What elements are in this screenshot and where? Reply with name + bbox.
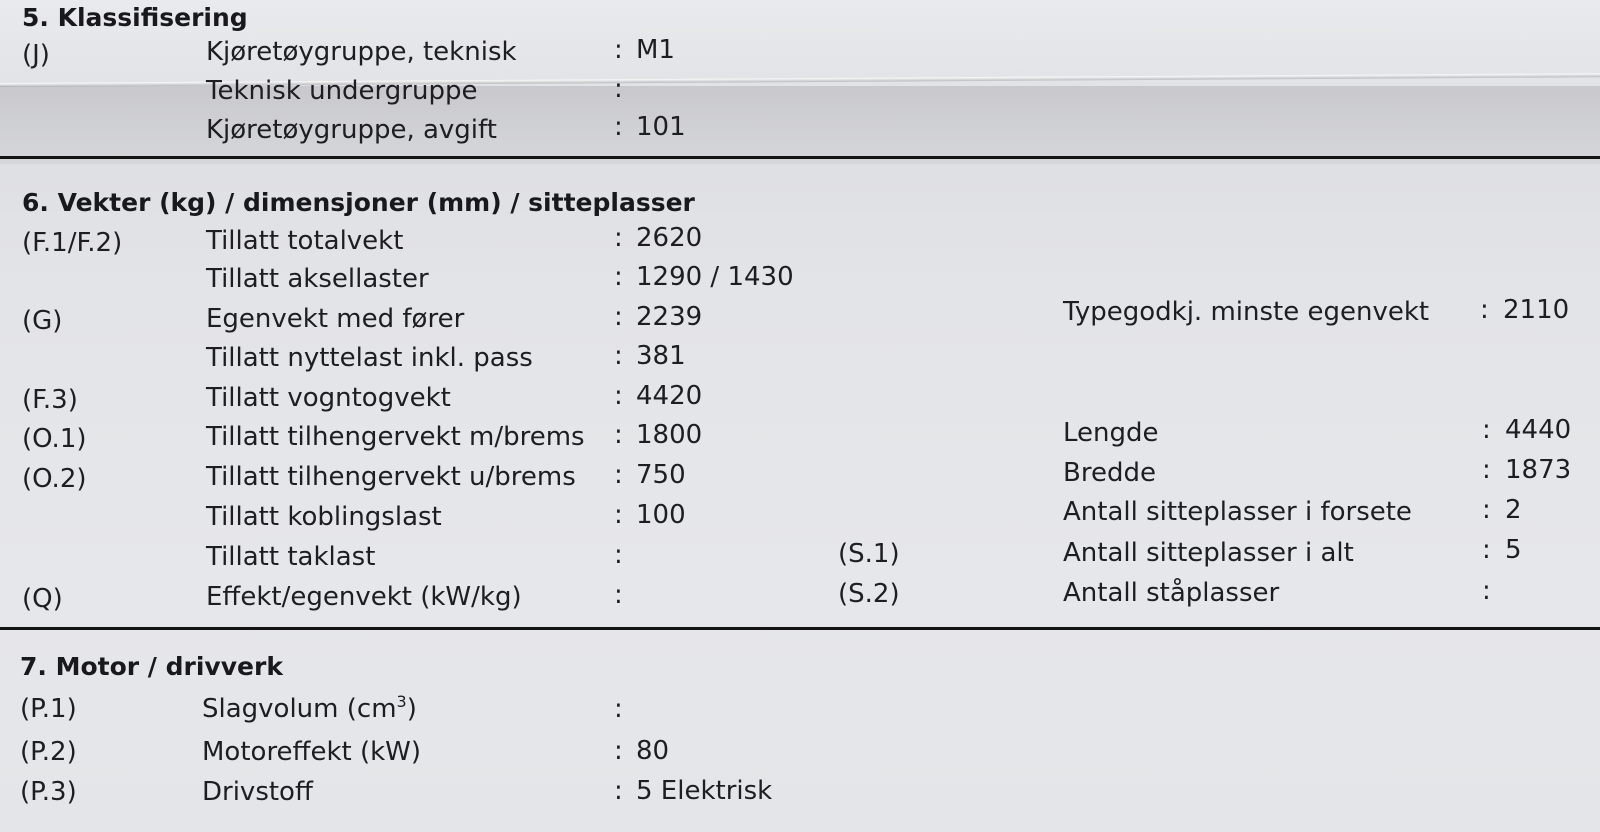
s6-left-row-1-code: (F.1/F.2) <box>22 228 123 258</box>
s6-left-row-3-label: Egenvekt med fører <box>206 304 465 334</box>
s6-right-row-3-colon: : <box>1482 455 1491 485</box>
s7-row-3-value: 5 Elektrisk <box>636 776 773 806</box>
s6-left-row-7-label: Tillatt tilhengervekt u/brems <box>206 462 576 492</box>
s6-right-row-3-value: 1873 <box>1505 455 1572 485</box>
s6-left-row-3-colon: : <box>614 302 623 332</box>
s6-left-row-9-label: Tillatt taklast <box>206 542 376 572</box>
s6-left-row-2-colon: : <box>614 262 623 292</box>
section-7-title: 7. Motor / drivverk <box>20 652 283 681</box>
s6-left-row-4-colon: : <box>614 341 623 371</box>
s7-row-3-label: Drivstoff <box>202 777 313 807</box>
s6-right-row-6-label: Antall ståplasser <box>1063 578 1280 608</box>
s6-left-row-8-colon: : <box>614 500 623 530</box>
s6-right-row-2-value: 4440 <box>1505 415 1572 445</box>
s6-right-row-3-label: Bredde <box>1063 458 1156 488</box>
s6-left-row-4-value: 381 <box>636 341 686 371</box>
section-5-title: 5. Klassifisering <box>22 3 248 32</box>
section-divider-5-6 <box>0 156 1600 159</box>
s6-left-row-10-colon: : <box>614 580 623 610</box>
s5-row-3-value: 101 <box>636 112 686 142</box>
s6-right-row-4-label: Antall sitteplasser i forsete <box>1063 497 1412 527</box>
s7-row-1-label-wrap <box>202 694 417 724</box>
s6-left-row-6-colon: : <box>614 420 623 450</box>
s7-row-2-code: (P.2) <box>20 737 77 767</box>
s7-row-3-code: (P.3) <box>20 777 77 807</box>
s6-right-row-2-label: Lengde <box>1063 418 1159 448</box>
s5-row-1-value: M1 <box>636 35 675 65</box>
s7-row-1-code: (P.1) <box>20 694 77 724</box>
s6-right-row-5-value: 5 <box>1505 535 1522 565</box>
s6-left-row-7-colon: : <box>614 460 623 490</box>
s6-left-row-8-label: Tillatt koblingslast <box>206 502 442 532</box>
s6-left-row-5-colon: : <box>614 381 623 411</box>
s6-right-row-4-value: 2 <box>1505 495 1522 525</box>
s5-row-2-label: Teknisk undergruppe <box>206 76 478 106</box>
s6-right-row-4-colon: : <box>1482 495 1491 525</box>
s6-right-row-1-label: Typegodkj. minste egenvekt <box>1063 297 1430 327</box>
s6-left-row-7-code: (O.2) <box>22 464 87 494</box>
s7-row-1-label-superscript: 3 <box>396 692 407 711</box>
s6-left-row-6-value: 1800 <box>636 420 703 450</box>
s6-left-row-5-value: 4420 <box>636 381 703 411</box>
s7-row-1-colon: : <box>614 694 623 724</box>
s6-left-row-10-label: Effekt/egenvekt (kW/kg) <box>206 582 522 612</box>
s7-row-2-value: 80 <box>636 736 670 766</box>
s6-left-row-5-label: Tillatt vogntogvekt <box>206 383 451 413</box>
s7-row-2-label: Motoreffekt (kW) <box>202 737 422 767</box>
s6-left-row-8-value: 100 <box>636 500 686 530</box>
s6-left-row-3-value: 2239 <box>636 302 703 332</box>
s6-left-row-3-code: (G) <box>22 306 63 336</box>
s6-left-row-1-colon: : <box>614 223 623 253</box>
s6-right-row-5-code: (S.1) <box>838 539 900 569</box>
s6-left-row-1-label: Tillatt totalvekt <box>206 226 404 256</box>
s6-right-row-6-colon: : <box>1482 576 1491 606</box>
s6-left-row-6-label: Tillatt tilhengervekt m/brems <box>206 422 585 452</box>
section-6-title: 6. Vekter (kg) / dimensjoner (mm) / sitteplasser <box>22 188 695 217</box>
s5-row-2-colon: : <box>614 74 623 104</box>
s7-row-2-colon: : <box>614 736 623 766</box>
s7-row-3-colon: : <box>614 776 623 806</box>
s7-row-1-label-end: ) <box>406 694 417 724</box>
s5-row-3-colon: : <box>614 112 623 142</box>
s5-row-1-colon: : <box>614 35 623 65</box>
s6-right-row-5-colon: : <box>1482 535 1491 565</box>
s6-left-row-7-value: 750 <box>636 460 686 490</box>
s7-row-1-label: Slagvolum (cm <box>202 694 397 724</box>
s6-right-row-6-code: (S.2) <box>838 579 900 609</box>
s6-left-row-5-code: (F.3) <box>22 385 78 415</box>
s6-left-row-9-colon: : <box>614 540 623 570</box>
s6-left-row-6-code: (O.1) <box>22 424 87 454</box>
s5-row-3-label: Kjøretøygruppe, avgift <box>206 115 497 145</box>
s6-left-row-2-label: Tillatt aksellaster <box>206 264 429 294</box>
s6-left-row-10-code: (Q) <box>22 584 63 614</box>
s6-right-row-1-value: 2110 <box>1503 295 1570 325</box>
s5-row-1-label: Kjøretøygruppe, teknisk <box>206 37 517 67</box>
s6-left-row-1-value: 2620 <box>636 223 703 253</box>
s6-right-row-2-colon: : <box>1482 415 1491 445</box>
s6-right-row-1-colon: : <box>1480 295 1489 325</box>
s6-right-row-5-label: Antall sitteplasser i alt <box>1063 538 1354 568</box>
s6-left-row-2-value: 1290 / 1430 <box>636 262 794 292</box>
s6-left-row-4-label: Tillatt nyttelast inkl. pass <box>206 343 533 373</box>
section-divider-6-7 <box>0 627 1600 630</box>
s5-row-1-code: (J) <box>22 40 50 70</box>
